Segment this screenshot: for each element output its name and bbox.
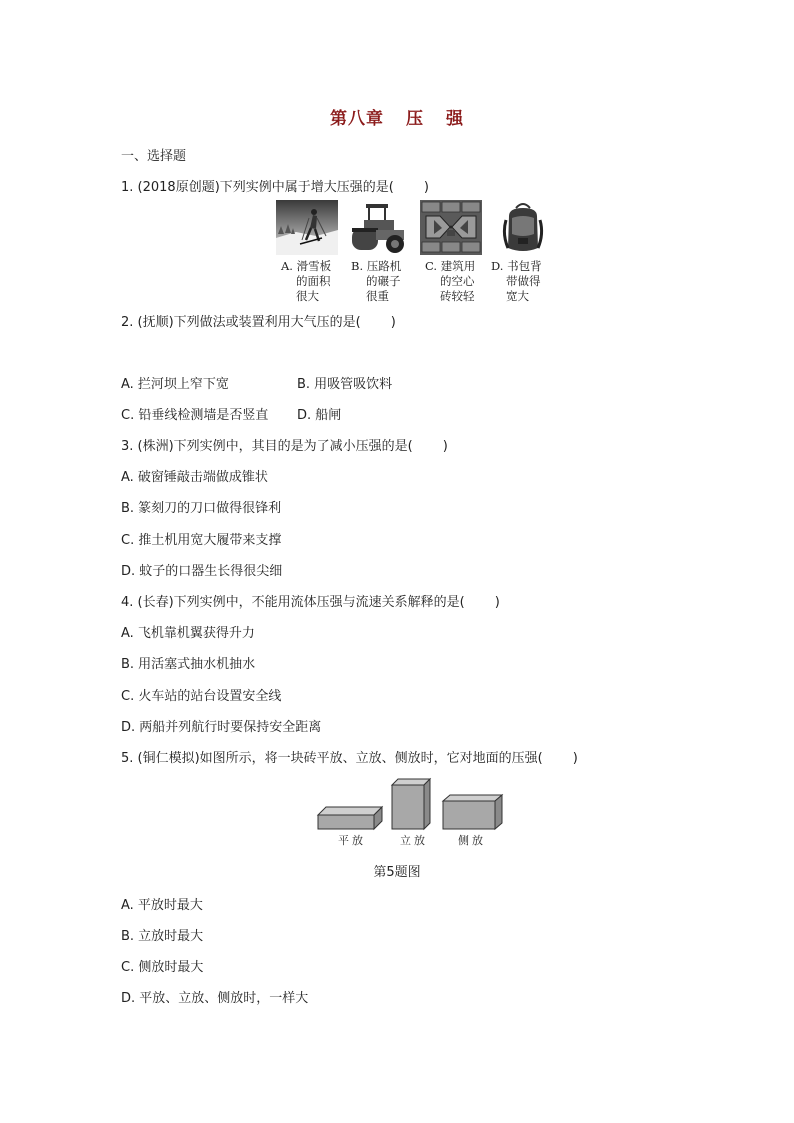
brick-standing-label: 立放 — [400, 834, 428, 847]
question-3-option-c: C. 推土机用宽大履带来支撑 — [121, 533, 282, 548]
brick-side-label: 侧放 — [458, 834, 486, 847]
caption-d: D. 书包背 带做得 宽大 — [491, 259, 542, 303]
question-4-option-d: D. 两船并列航行时要保持安全距离 — [121, 720, 322, 735]
caption-b: B. 压路机 的碾子 很重 — [351, 259, 402, 303]
chapter-word-1: 压 — [406, 109, 424, 129]
question-1-text: 1. (2018原创题)下列实例中属于增大压强的是( — [121, 180, 394, 195]
question-2-text: 2. (抚顺)下列做法或装置利用大气压的是( — [121, 315, 361, 330]
brick-standing-icon — [392, 779, 430, 829]
question-3-option-b: B. 篆刻刀的刀口做得很锋利 — [121, 501, 282, 516]
question-5-option-b: B. 立放时最大 — [121, 929, 204, 944]
question-2-option-b: B. 用吸管吸饮料 — [297, 377, 393, 392]
question-4-option-c: C. 火车站的站台设置安全线 — [121, 689, 282, 704]
question-3-option-a: A. 破窗锤敲击端做成锥状 — [121, 470, 268, 485]
caption-c: C. 建筑用 的空心 砖较轻 — [425, 259, 476, 303]
chapter-title — [0, 104, 794, 129]
question-4-option-a: A. 飞机靠机翼获得升力 — [121, 626, 255, 641]
question-5: 5. (铜仁模拟)如图所示，将一块砖平放、立放、侧放时，它对地面的压强( ) — [121, 751, 578, 766]
skier-photo-icon — [276, 200, 338, 255]
section-heading: 一、选择题 — [121, 149, 187, 164]
question-3-option-d: D. 蚊子的口器生长得很尖细 — [121, 564, 283, 579]
question-3: 3. (株洲)下列实例中，其目的是为了减小压强的是( ) — [121, 439, 448, 454]
question-5-option-c: C. 侧放时最大 — [121, 960, 204, 975]
brick-figure — [316, 777, 508, 849]
question-2-option-c: C. 铅垂线检测墙是否竖直 — [121, 408, 269, 423]
question-4: 4. (长春)下列实例中，不能用流体压强与流速关系解释的是( ) — [121, 595, 500, 610]
backpack-photo-icon — [492, 200, 554, 255]
question-1: 1. (2018原创题)下列实例中属于增大压强的是( ) — [121, 180, 429, 195]
question-2-option-a: A. 拦河坝上窄下宽 — [121, 377, 229, 392]
question-4-text: 4. (长春)下列实例中，不能用流体压强与流速关系解释的是( — [121, 595, 465, 610]
question-5-option-a: A. 平放时最大 — [121, 898, 203, 913]
chapter-word-2: 强 — [446, 109, 464, 129]
brick-flat-icon — [318, 807, 382, 829]
question-5-option-d: D. 平放、立放、侧放时，一样大 — [121, 991, 309, 1006]
caption-a: A. 滑雪板 的面积 很大 — [281, 259, 332, 303]
brick-flat-label: 平放 — [338, 834, 366, 847]
question-2: 2. (抚顺)下列做法或装置利用大气压的是( ) — [121, 315, 396, 330]
brick-side-icon — [443, 795, 502, 829]
road-roller-photo-icon — [348, 200, 410, 255]
figure-caption: 第5题图 — [373, 865, 421, 880]
question-5-text: 5. (铜仁模拟)如图所示，将一块砖平放、立放、侧放时，它对地面的压强( — [121, 751, 543, 766]
question-4-option-b: B. 用活塞式抽水机抽水 — [121, 657, 256, 672]
question-2-option-d: D. 船闸 — [297, 408, 342, 423]
question-3-text: 3. (株洲)下列实例中，其目的是为了减小压强的是( — [121, 439, 413, 454]
chapter-number: 第八章 — [330, 109, 384, 129]
hollow-brick-photo-icon — [420, 200, 482, 255]
